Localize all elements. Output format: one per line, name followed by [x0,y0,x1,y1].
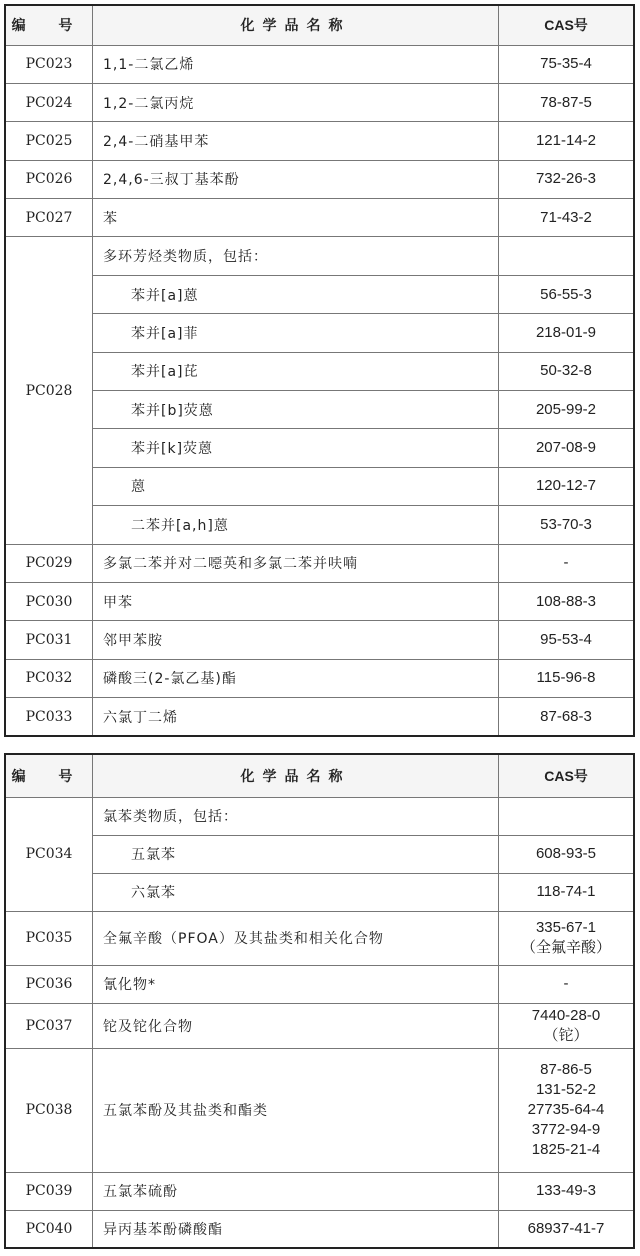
cas-number: 56-55-3 [499,275,635,313]
chemical-table-2 [4,753,635,1249]
cas-number-line: 27735-64-4 [527,1101,605,1118]
cas-number: 78-87-5 [499,83,635,121]
table-row [5,621,634,659]
cas-number: 50-32-8 [499,352,635,390]
chemical-subitem-name: 蒽 [93,467,499,505]
cas-number-cell [499,1172,635,1210]
table-header-row [5,5,634,45]
chemical-subitem-name: 苯并[a]蒽 [93,275,499,313]
chemical-subitem-name: 苯并[a]芘 [93,352,499,390]
chemical-id: PC037 [5,1003,93,1048]
cas-number: 115-96-8 [499,659,635,697]
chemical-name: 全氟辛酸（PFOA）及其盐类和相关化合物 [93,911,499,965]
table-row [5,1003,634,1048]
cas-number: - [499,544,635,582]
cas-number-cell [499,911,635,965]
chemical-name: 2,4,6-三叔丁基苯酚 [93,160,499,198]
cas-number-line: （铊） [543,1026,589,1044]
cas-number-line: （全氟辛酸） [520,939,611,956]
chemical-name: 磷酸三(2-氯乙基)酯 [93,659,499,697]
chemical-subitem-name: 二苯并[a,h]蒽 [93,506,499,544]
chemical-id: PC040 [5,1210,93,1248]
chemical-name: 六氯丁二烯 [93,698,499,736]
cas-number-cell [499,1210,635,1248]
cas-number: 87-68-3 [499,698,635,736]
table-row [5,659,634,697]
chemical-id: PC038 [5,1048,93,1172]
header-cas: CAS号 [499,5,635,45]
cas-number: 75-35-4 [499,45,635,83]
chemical-name: 1,2-二氯丙烷 [93,83,499,121]
chemical-name: 氰化物* [93,965,499,1003]
chemical-name: 甲苯 [93,582,499,620]
chemical-id: PC029 [5,544,93,582]
chemical-subitem-name: 苯并[b]荧蒽 [93,391,499,429]
chemical-subitem-name: 苯并[a]菲 [93,314,499,352]
chemical-name: 多氯二苯并对二噁英和多氯二苯并呋喃 [93,544,499,582]
cas-number-line: - [563,975,569,992]
table-row [5,698,634,736]
chemical-id: PC024 [5,83,93,121]
table-row [5,237,634,275]
chemical-name: 五氯苯硫酚 [93,1172,499,1210]
chemical-id: PC033 [5,698,93,736]
header-id: 编 号 [5,5,93,45]
chemical-id: PC025 [5,122,93,160]
cas-number [499,237,635,275]
table-row [5,160,634,198]
table-row [5,965,634,1003]
header-name: 化学品名称 [93,5,499,45]
cas-number-cell [499,965,635,1003]
cas-number: 207-08-9 [499,429,635,467]
chemical-subitem-name: 苯并[k]荧蒽 [93,429,499,467]
cas-number-line: 87-86-5 [540,1061,592,1078]
cas-number-line: 131-52-2 [535,1081,597,1098]
chemical-id: PC030 [5,582,93,620]
table-row [5,1048,634,1172]
chemical-subitem-name: 六氯苯 [93,873,499,911]
table-row [5,352,634,390]
cas-number-line: 7440-28-0 [531,1006,601,1024]
table-row [5,911,634,965]
cas-number: 608-93-5 [499,835,635,873]
table-row [5,275,634,313]
chemical-id: PC028 [5,237,93,544]
cas-number-cell [499,1048,635,1172]
chemical-name: 1,1-二氯乙烯 [93,45,499,83]
table-row [5,797,634,835]
cas-number: 121-14-2 [499,122,635,160]
table-row [5,873,634,911]
chemical-id: PC031 [5,621,93,659]
cas-number: 120-12-7 [499,467,635,505]
chemical-table-1 [4,4,635,737]
group-name: 氯苯类物质，包括： [93,797,499,835]
cas-number-line: 68937-41-7 [527,1219,605,1237]
table-row [5,1210,634,1248]
table-row [5,391,634,429]
chemical-name: 邻甲苯胺 [93,621,499,659]
cas-number: 53-70-3 [499,506,635,544]
chemical-id: PC026 [5,160,93,198]
chemical-id: PC039 [5,1172,93,1210]
table-row [5,506,634,544]
cas-number-cell [499,1003,635,1048]
cas-number: 71-43-2 [499,199,635,237]
cas-number-line: 335-67-1 [535,919,597,936]
table-header-row [5,754,634,797]
cas-number: 108-88-3 [499,582,635,620]
cas-number-line: 3772-94-9 [531,1121,601,1138]
table-row [5,314,634,352]
cas-number-line: 1825-21-4 [531,1141,601,1158]
chemical-id: PC035 [5,911,93,965]
cas-number: 218-01-9 [499,314,635,352]
chemical-id: PC023 [5,45,93,83]
chemical-id: PC034 [5,797,93,911]
chemical-id: PC036 [5,965,93,1003]
table-row [5,122,634,160]
header-name: 化学品名称 [93,754,499,797]
cas-number-line: 133-49-3 [535,1182,597,1199]
table-row [5,429,634,467]
cas-number [499,797,635,835]
table-row [5,467,634,505]
cas-number: 732-26-3 [499,160,635,198]
cas-number: 118-74-1 [499,873,635,911]
table-row [5,1172,634,1210]
chemical-subitem-name: 五氯苯 [93,835,499,873]
table-row [5,835,634,873]
table-row [5,582,634,620]
table-row [5,45,634,83]
chemical-name: 铊及铊化合物 [93,1003,499,1048]
chemical-id: PC027 [5,199,93,237]
header-id: 编 号 [5,754,93,797]
chemical-name: 五氯苯酚及其盐类和酯类 [93,1048,499,1172]
cas-number: 95-53-4 [499,621,635,659]
header-cas: CAS号 [499,754,635,797]
table-row [5,199,634,237]
chemical-name: 2,4-二硝基甲苯 [93,122,499,160]
chemical-id: PC032 [5,659,93,697]
cas-number: 205-99-2 [499,391,635,429]
chemical-name: 异丙基苯酚磷酸酯 [93,1210,499,1248]
table-row [5,544,634,582]
chemical-name: 苯 [93,199,499,237]
group-name: 多环芳烃类物质，包括： [93,237,499,275]
table-row [5,83,634,121]
